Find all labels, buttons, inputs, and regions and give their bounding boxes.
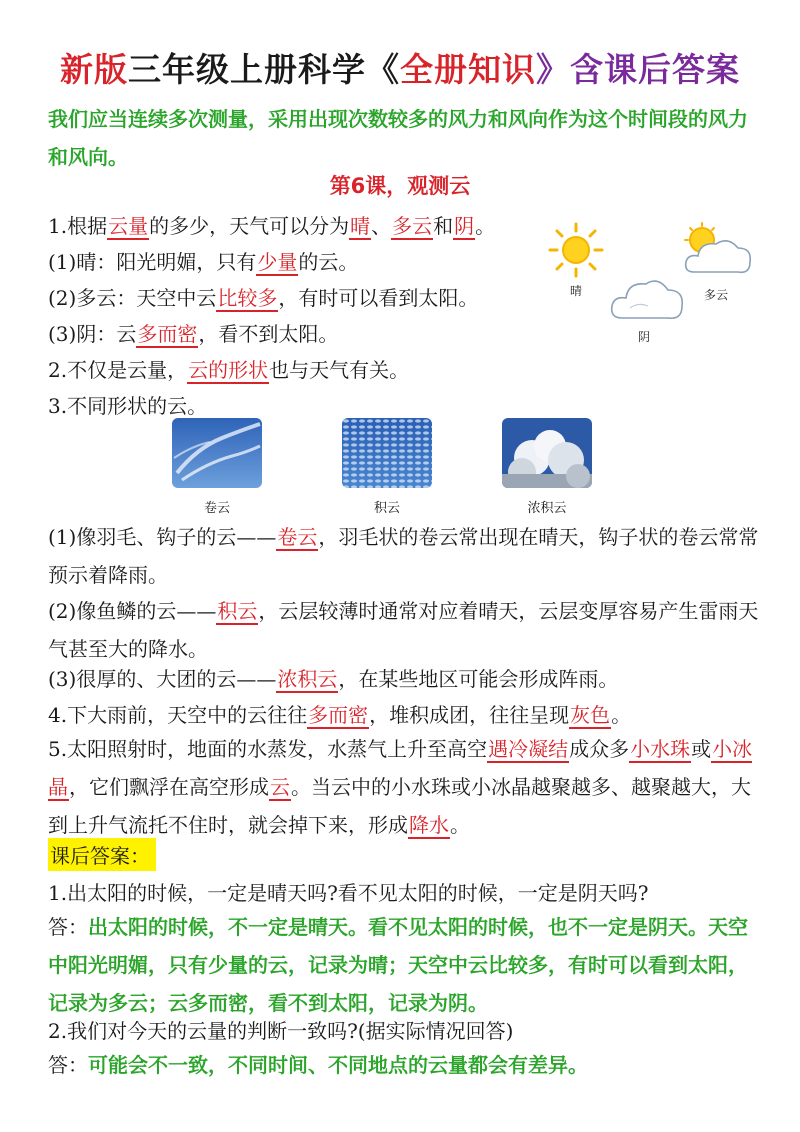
- point-sunny: (1)晴：阳光明媚，只有少量的云。: [48, 250, 359, 274]
- question-2: 2.我们对今天的云量的判断一致吗?(据实际情况回答): [48, 1019, 514, 1043]
- cloud-type-2: (2)像鱼鳞的云——积云，云层较薄时通常对应着晴天，云层变厚容易产生雷雨天气甚至大的降水。: [48, 599, 759, 661]
- partly-cloudy-icon: [680, 222, 756, 282]
- caption-cirrus: 卷云: [203, 501, 230, 516]
- label-overcast: 阴: [638, 330, 651, 344]
- cloud-icon: [608, 268, 686, 324]
- caption-cumulus: 积云: [373, 501, 400, 516]
- lesson-title: 第6课，观测云: [329, 174, 471, 198]
- point-cloudy: (2)多云：天空中云比较多，有时可以看到太阳。: [48, 286, 479, 310]
- cumulus-congestus-photo: [502, 418, 592, 488]
- point-3: 3.不同形状的云。: [48, 394, 208, 418]
- caption-cumulus-congestus: 浓积云: [527, 501, 567, 516]
- answer-2: 答：可能会不一致，不同时间、不同地点的云量都会有差异。: [48, 1053, 588, 1077]
- sun-icon: [548, 222, 604, 278]
- answer-1: 答：出太阳的时候，不一定是晴天。看不见太阳的时候，也不一定是阴天。天空中阳光明媚，只有少量的云，记录为晴；天空中云比较多，有时可以看到太阳，记录为多云；云多而密，看不到太阳，记录为阴。: [48, 915, 748, 1015]
- cirrocumulus-photo: [342, 418, 432, 488]
- label-partly-cloudy: 多云: [704, 288, 729, 302]
- question-1: 1.出太阳的时候，一定是晴天吗?看不见太阳的时候，一定是阴天吗?: [48, 881, 649, 905]
- point-2: 2.不仅是云量，云的形状也与天气有关。: [48, 358, 410, 382]
- point-1: 1.根据云量的多少，天气可以分为晴、多云和阴。: [48, 214, 496, 238]
- label-sunny: 晴: [570, 284, 583, 298]
- cloud-type-1: (1)像羽毛、钩子的云——卷云，羽毛状的卷云常出现在晴天，钩子状的卷云常常预示着降雨。: [48, 525, 759, 587]
- point-5: 5.太阳照射时，地面的水蒸发，水蒸气上升至高空遇冷凝结成众多小水珠或小冰晶，它们飘浮在高空形成云。当云中的小水珠或小冰晶越聚越多、越聚越大，大到上升气流托不住时，就会掉下来，形成降水。: [48, 737, 753, 837]
- cirrus-photo: [172, 418, 262, 488]
- cloud-type-3: (3)很厚的、大团的云——浓积云，在某些地区可能会形成阵雨。: [48, 667, 619, 691]
- point-4: 4.下大雨前，天空中的云往往多而密，堆积成团，往往呈现灰色。: [48, 703, 632, 727]
- answers-heading: 课后答案：: [48, 838, 156, 871]
- point-overcast: (3)阴：云多而密，看不到太阳。: [48, 322, 339, 346]
- lead-paragraph: 我们应当连续多次测量，采用出现次数较多的风力和风向作为这个时间段的风力和风向。: [48, 107, 748, 169]
- page-title: 新版三年级上册科学《全册知识》含课后答案: [60, 50, 740, 89]
